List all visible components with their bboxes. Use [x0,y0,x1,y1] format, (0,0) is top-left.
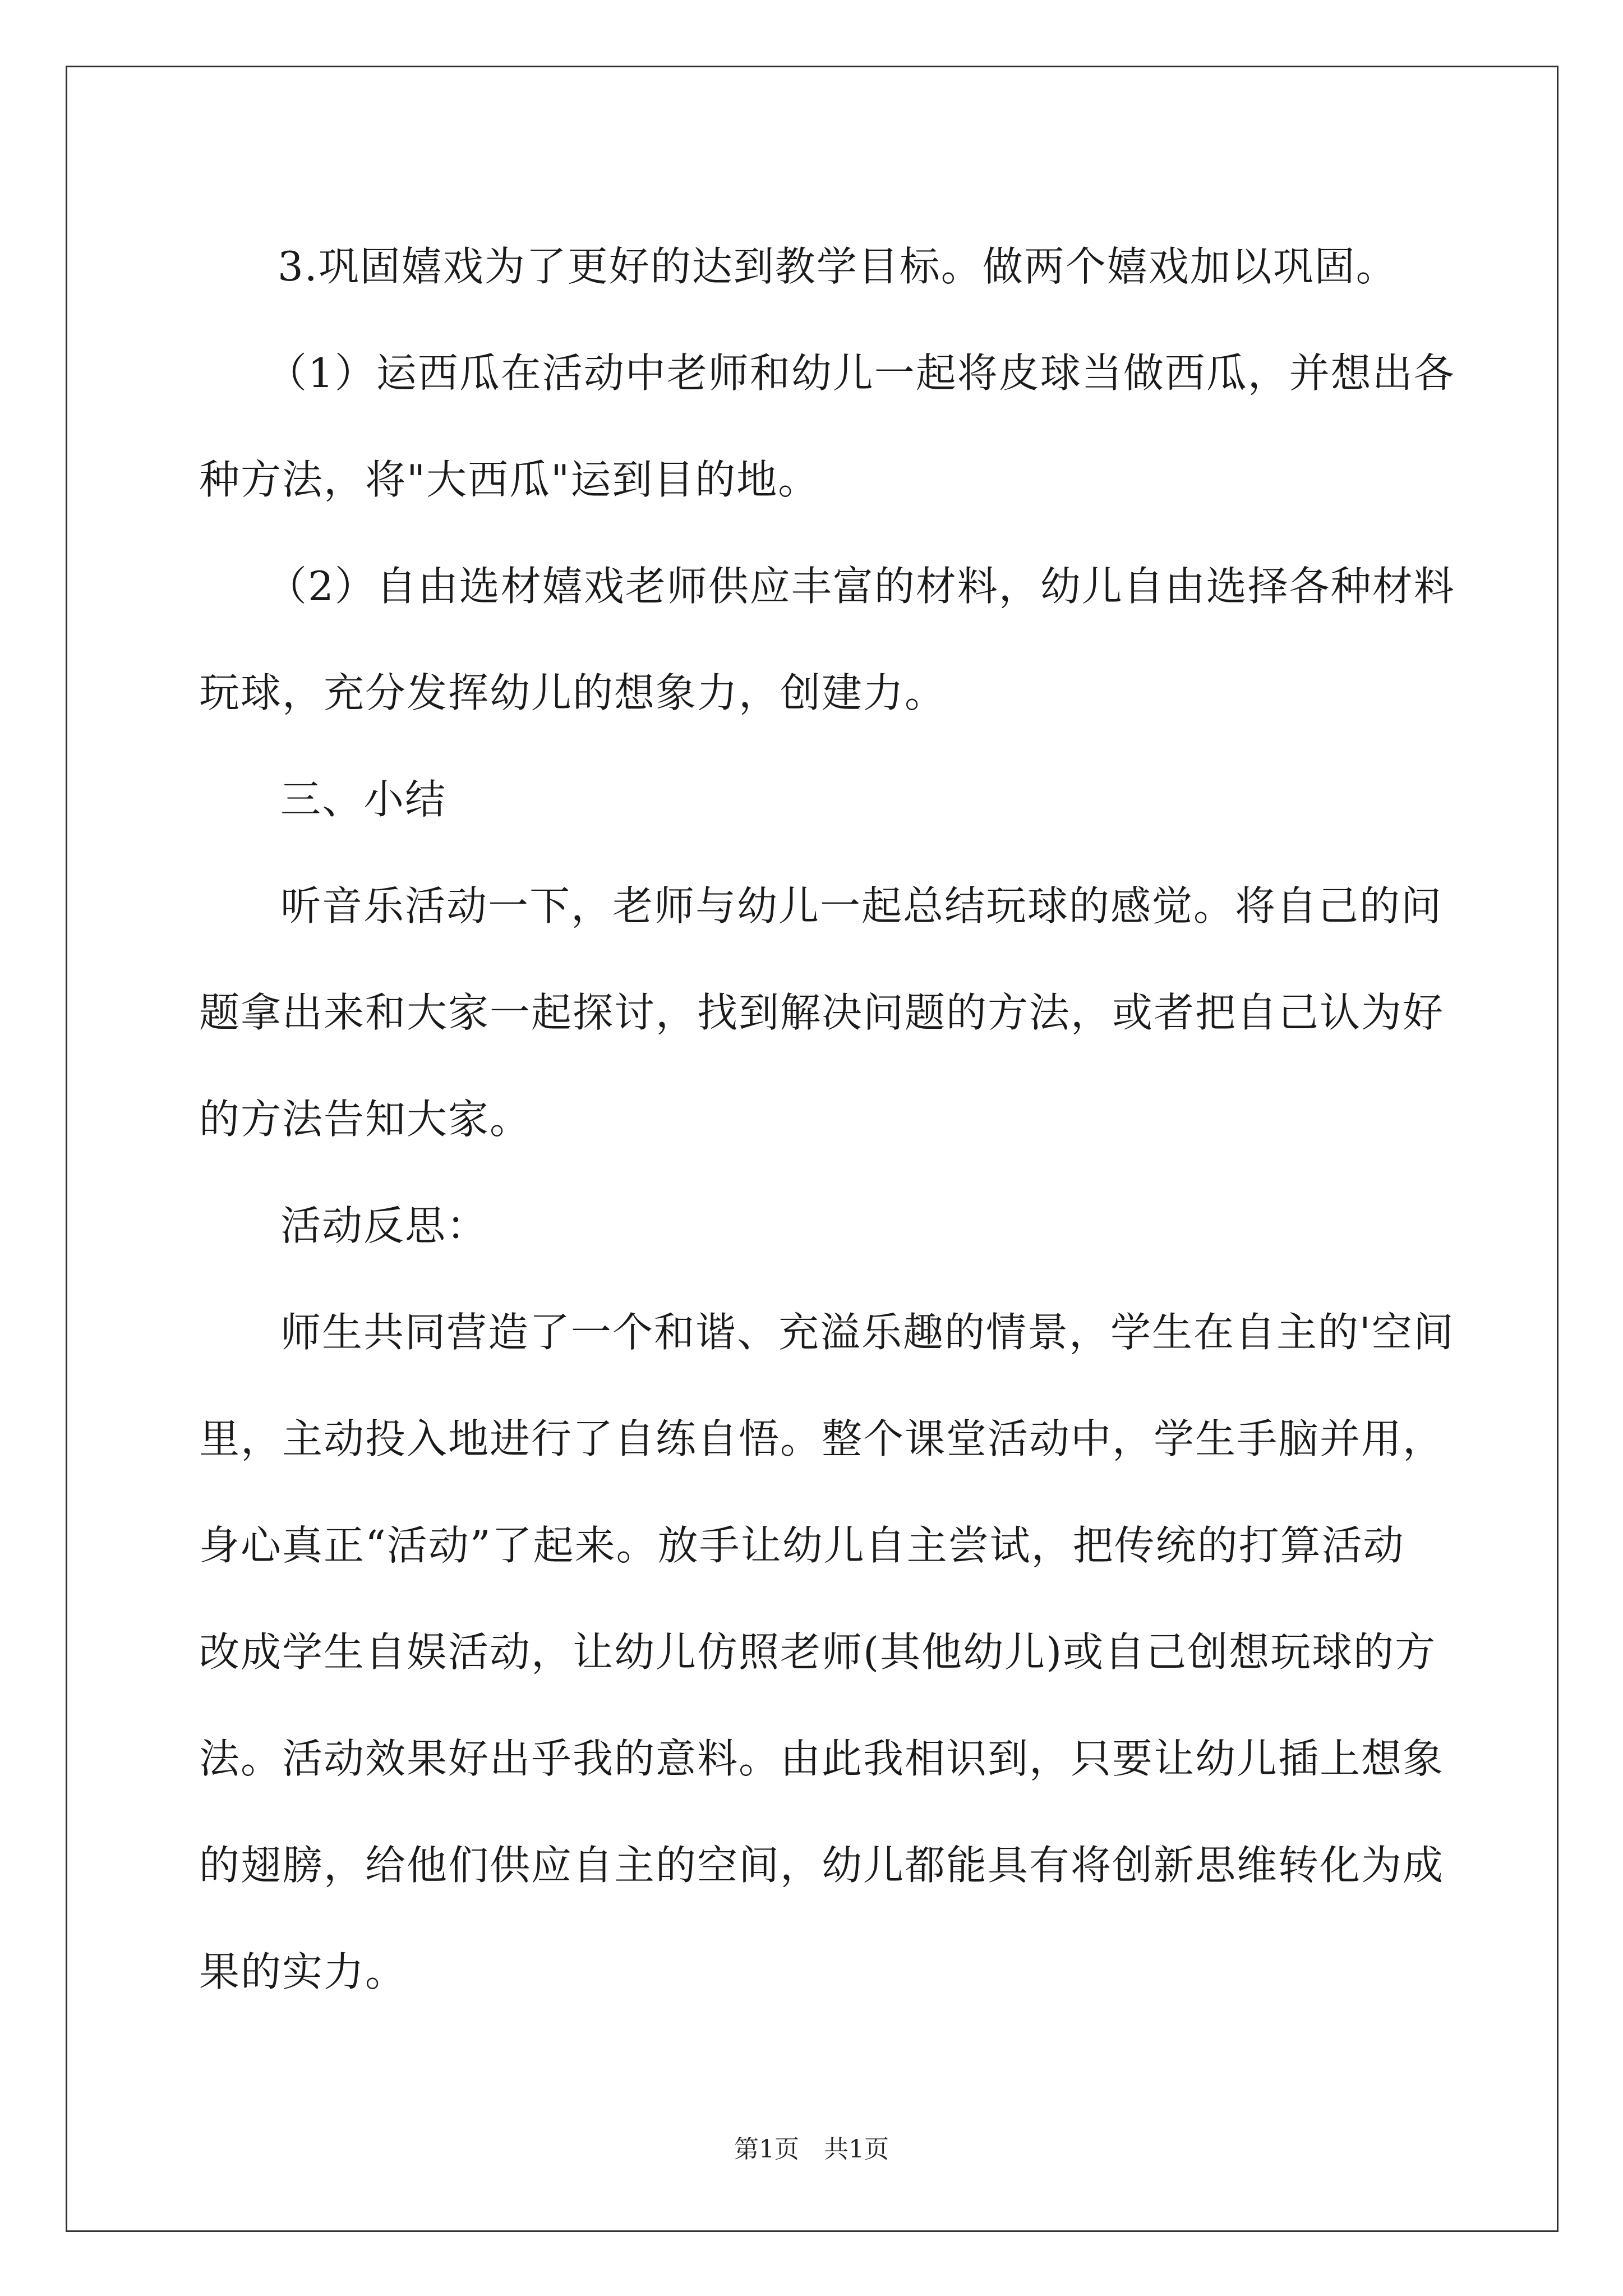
page-number-footer: 第1页 共1页 [734,2135,889,2164]
paragraph-line: 师生共同营造了一个和谐、充溢乐趣的情景，学生在自主的'空间 [280,1309,1455,1356]
section-heading: 三、小结 [280,776,447,823]
paragraph-line: 题拿出来和大家一起探讨，找到解决问题的方法，或者把自己认为好 [199,989,1445,1036]
paragraph-line: 里，主动投入地进行了自练自悟。整个课堂活动中，学生手脑并用， [199,1415,1445,1462]
section-heading: 活动反思： [280,1202,488,1249]
paragraph-line: 果的实力。 [199,1948,407,1995]
paragraph-line: （1）运西瓜在活动中老师和幼儿一起将皮球当做西瓜，并想出各 [266,349,1455,397]
paragraph-line: 的翅膀，给他们供应自主的空间，幼儿都能具有将创新思维转化为成 [199,1842,1445,1889]
paragraph-line: 种方法，将"大西瓜"运到目的地。 [199,456,820,503]
paragraph-line: （2）自由选材嬉戏老师供应丰富的材料，幼儿自由选择各种材料 [266,563,1455,610]
paragraph-line: 3.巩固嬉戏为了更好的达到教学目标。做两个嬉戏加以巩固。 [278,243,1398,290]
paragraph-line: 听音乐活动一下，老师与幼儿一起总结玩球的感觉。将自己的问 [280,882,1443,930]
paragraph-line: 法。活动效果好出乎我的意料。由此我相识到，只要让幼儿插上想象 [199,1735,1445,1782]
document-body [199,213,1455,2025]
paragraph-line: 身心真正“活动”了起来。放手让幼儿自主尝试，把传统的打算活动 [199,1522,1405,1569]
paragraph-line: 的方法告知大家。 [199,1096,532,1143]
paragraph-line: 玩球，充分发挥幼儿的想象力，创建力。 [199,669,947,716]
paragraph-line: 改成学生自娱活动，让幼儿仿照老师(其他幼儿)或自己创想玩球的方 [199,1628,1437,1676]
